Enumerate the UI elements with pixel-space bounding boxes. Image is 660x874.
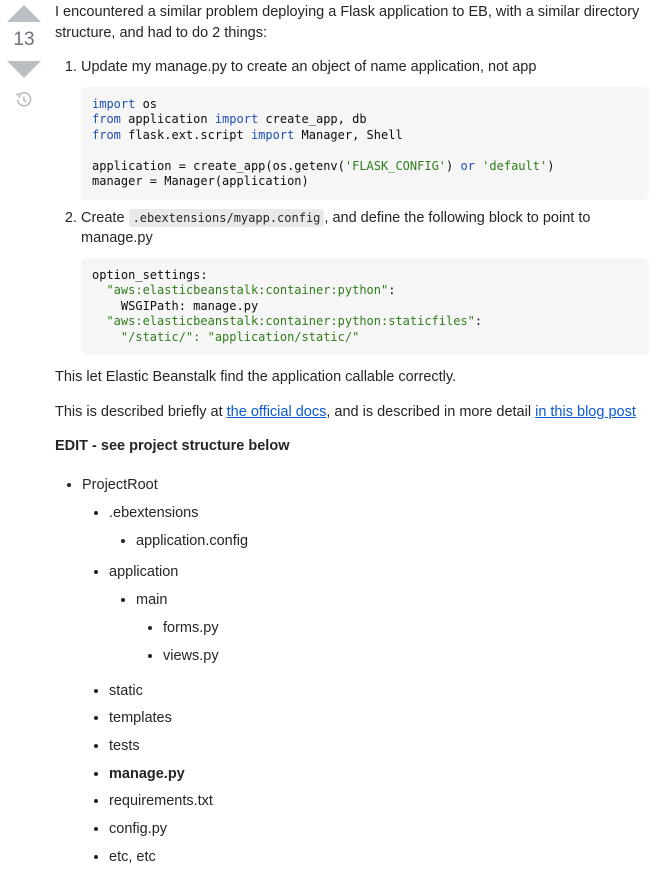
tree-item-config-py: [109, 815, 649, 843]
step-text-after: , and define the following block to point to manage.py: [81, 210, 590, 247]
tree-item-project-root: [82, 471, 649, 874]
inline-code: .ebextensions/myapp.config: [129, 209, 325, 227]
step-text: 1. Update my manage.py to create an object of name application, not app: [81, 57, 649, 78]
step-text-before: Create: [81, 210, 129, 226]
step-text: [81, 208, 649, 249]
tree-label: application.config: [136, 533, 248, 549]
tree-label: templates: [109, 710, 172, 726]
code-text: WSGIPath: manage.py: [92, 299, 258, 313]
code-block-ebextensions-config: [81, 258, 649, 356]
edit-heading: EDIT - see project structure below: [55, 436, 649, 457]
code-keyword: or: [460, 159, 474, 173]
code-string: "aws:elasticbeanstalk:container:python:staticfiles": [106, 314, 474, 328]
project-structure-tree: [55, 471, 649, 874]
code-text: ): [446, 159, 460, 173]
tree-item-requirements: [109, 787, 649, 815]
code-keyword: import: [215, 112, 258, 126]
code-string: 'FLASK_CONFIG': [345, 159, 446, 173]
step-item: [81, 208, 649, 356]
official-docs-link[interactable]: the official docs: [227, 404, 327, 420]
code-keyword: import: [92, 97, 135, 111]
tree-item-etc: [109, 843, 649, 871]
tree-item-ebextensions: [109, 499, 649, 558]
tree-label: etc, etc: [109, 849, 156, 865]
tree-item-application: [109, 558, 649, 677]
tree-label: manage.py: [109, 766, 185, 782]
vote-count: 13: [13, 29, 34, 51]
tree-label: requirements.txt: [109, 793, 213, 809]
tree-item-manage-py: [109, 760, 649, 788]
answer-body: [55, 2, 649, 874]
downvote-button[interactable]: [0, 57, 48, 83]
steps-list: [55, 57, 649, 355]
upvote-arrow-icon: [6, 4, 42, 22]
tree-item-application-config: [136, 527, 649, 555]
code-text: ): [547, 159, 554, 173]
code-keyword: from: [92, 112, 121, 126]
code-text: flask.ext.script: [121, 128, 251, 142]
code-text: [92, 283, 106, 297]
tree-label: tests: [109, 738, 140, 754]
code-text: manager = Manager(application): [92, 174, 309, 188]
code-text: create_app, db: [258, 112, 366, 126]
upvote-button[interactable]: [0, 0, 48, 26]
tree-label: ProjectRoot: [82, 477, 158, 493]
tree-children: [136, 614, 649, 669]
tree-item-views-py: [163, 642, 649, 670]
code-text: Manager, Shell: [294, 128, 402, 142]
callable-note: This let Elastic Beanstalk find the application callable correctly.: [55, 367, 649, 388]
answer-intro: I encountered a similar problem deploying a Flask application to EB, with a similar directory structure, and had to do 2 things:: [55, 2, 649, 43]
tree-item-templates: [109, 704, 649, 732]
described-middle: , and is described in more detail: [326, 404, 535, 420]
code-keyword: from: [92, 128, 121, 142]
code-text: :: [388, 283, 395, 297]
code-text: [92, 314, 106, 328]
described-prefix: This is described briefly at: [55, 404, 227, 420]
post-history-button[interactable]: [0, 91, 48, 109]
code-text: [92, 330, 121, 344]
tree-label: .ebextensions: [109, 505, 198, 521]
tree-label: static: [109, 683, 143, 699]
described-paragraph: [55, 402, 649, 423]
code-block-manage-py: [81, 87, 649, 200]
tree-item-tests: [109, 732, 649, 760]
code-string: "/static/": "application/static/": [121, 330, 359, 344]
code-text: application: [121, 112, 215, 126]
vote-cell: [0, 0, 48, 109]
code-string: 'default': [482, 159, 547, 173]
tree-label: forms.py: [163, 620, 219, 636]
step-item: [81, 57, 649, 200]
history-icon: [15, 91, 33, 109]
tree-item-main: [136, 586, 649, 673]
tree-label: views.py: [163, 648, 219, 664]
code-text: os: [135, 97, 157, 111]
tree-label: application: [109, 564, 178, 580]
tree-label: config.py: [109, 821, 167, 837]
tree-children: [82, 499, 649, 871]
code-text: option_settings:: [92, 268, 208, 282]
tree-children: [109, 527, 649, 555]
downvote-arrow-icon: [6, 61, 42, 79]
code-text: application = create_app(os.getenv(: [92, 159, 345, 173]
tree-children: [109, 586, 649, 673]
blog-post-link[interactable]: in this blog post: [535, 404, 636, 420]
tree-item-forms-py: [163, 614, 649, 642]
code-string: "aws:elasticbeanstalk:container:python": [106, 283, 388, 297]
code-text: :: [475, 314, 482, 328]
tree-item-static: [109, 677, 649, 705]
tree-label: main: [136, 592, 167, 608]
code-keyword: import: [251, 128, 294, 142]
